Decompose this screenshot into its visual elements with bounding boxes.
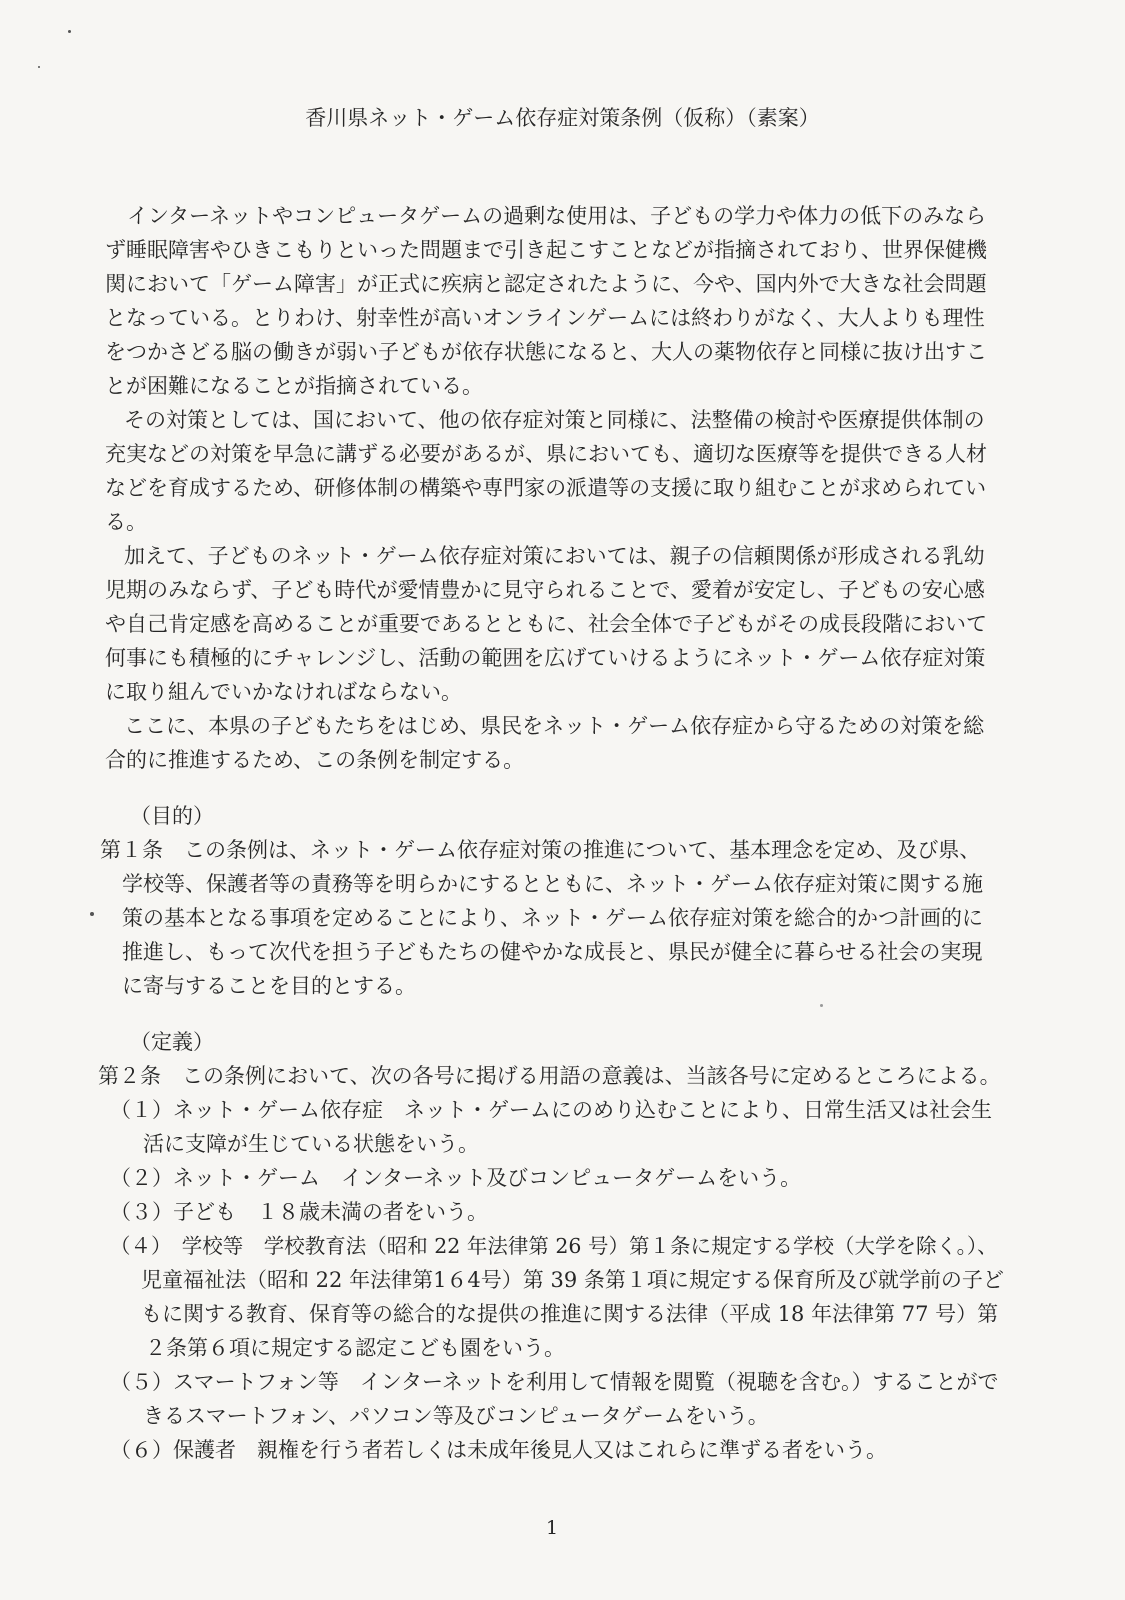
page-number: 1: [546, 1517, 559, 1539]
document-title: 香川県ネット・ゲーム依存症対策条例（仮称）（素案）: [305, 106, 820, 130]
article2-line: もに関する教育、保育等の総合的な提供の推進に関する法律（平成 18 年法律第 77 号）第: [141, 1302, 999, 1326]
preamble-line: ここに、本県の子どもたちをはじめ、県民をネット・ゲーム依存症から守るための対策を総: [124, 714, 985, 738]
article2-line: （２）ネット・ゲーム インターネット及びコンピュータゲームをいう。: [110, 1166, 802, 1190]
preamble-line: その対策としては、国において、他の依存症対策と同様に、法整備の検討や医療提供体制の: [124, 408, 985, 432]
article2-line: 児童福祉法（昭和 22 年法律第1６4号）第 39 条第１項に規定する保育所及び就学前の子ど: [141, 1268, 1004, 1292]
preamble-line: ず睡眠障害やひきこもりといった問題まで引き起こすことなどが指摘されており、世界保健機: [105, 238, 987, 262]
preamble-line: とが困難になることが指摘されている。: [105, 374, 483, 398]
preamble-line: をつかさどる脳の働きが弱い子どもが依存状態になると、大人の薬物依存と同様に抜け出すこ: [105, 340, 987, 364]
preamble-line: などを育成するため、研修体制の構築や専門家の派遣等の支援に取り組むことが求められてい: [105, 476, 987, 500]
preamble-line: 加えて、子どものネット・ゲーム依存症対策においては、親子の信頼関係が形成される乳幼: [124, 544, 985, 568]
article2-line: （３）子ども １８歳未満の者をいう。: [110, 1200, 488, 1224]
article2-heading: （定義）: [130, 1030, 214, 1054]
preamble-line: となっている。とりわけ、射幸性が高いオンラインゲームには終わりがなく、大人よりも理性: [105, 306, 985, 330]
article2-line: （４） 学校等 学校教育法（昭和 22 年法律第 26 号）第１条に規定する学校（大学を除く。）、: [110, 1234, 998, 1258]
article2-line: ２条第６項に規定する認定こども園をいう。: [145, 1336, 565, 1360]
preamble-line: インターネットやコンピュータゲームの過剰な使用は、子どもの学力や体力の低下のみなら: [127, 204, 987, 228]
scan-speck: [820, 1004, 823, 1007]
article2-line: （１）ネット・ゲーム依存症 ネット・ゲームにのめり込むことにより、日常生活又は社会生: [110, 1098, 992, 1122]
preamble-line: 充実などの対策を早急に講ずる必要があるが、県においても、適切な医療等を提供できる人材: [105, 442, 987, 466]
article1-heading: （目的）: [130, 804, 214, 828]
article1-line: 推進し、もって次代を担う子どもたちの健やかな成長と、県民が健全に暮らせる社会の実現: [122, 940, 983, 964]
scan-speck: [90, 912, 94, 916]
article2-line: 第２条 この条例において、次の各号に掲げる用語の意義は、当該各号に定めるところによる。: [98, 1064, 1001, 1088]
preamble-line: 何事にも積極的にチャレンジし、活動の範囲を広げていけるようにネット・ゲーム依存症対策: [105, 646, 986, 670]
article2-line: （５）スマートフォン等 インターネットを利用して情報を閲覧（視聴を含む。）することがで: [110, 1370, 999, 1394]
preamble-line: 児期のみならず、子ども時代が愛情豊かに見守られることで、愛着が安定し、子どもの安心感: [105, 578, 985, 602]
article1-line: 学校等、保護者等の責務等を明らかにするとともに、ネット・ゲーム依存症対策に関する施: [122, 872, 983, 896]
preamble-line: 関において「ゲーム障害」が正式に疾病と認定されたように、今や、国内外で大きな社会問題: [105, 272, 987, 296]
preamble-line: 合的に推進するため、この条例を制定する。: [105, 748, 525, 772]
preamble-line: や自己肯定感を高めることが重要であるとともに、社会全体で子どもがその成長段階において: [105, 612, 987, 636]
article2-line: （６）保護者 親権を行う者若しくは未成年後見人又はこれらに準ずる者をいう。: [110, 1438, 887, 1462]
preamble-line: る。: [105, 510, 147, 534]
preamble-line: に取り組んでいかなければならない。: [105, 680, 462, 704]
article1-line: に寄与することを目的とする。: [122, 974, 416, 998]
article1-line: 第１条 この条例は、ネット・ゲーム依存症対策の推進について、基本理念を定め、及び県、: [100, 838, 981, 862]
scan-speck: [68, 30, 71, 33]
article2-line: きるスマートフォン、パソコン等及びコンピュータゲームをいう。: [143, 1404, 769, 1428]
article1-line: 策の基本となる事項を定めることにより、ネット・ゲーム依存症対策を総合的かつ計画的に: [122, 906, 983, 930]
article2-line: 活に支障が生じている状態をいう。: [143, 1132, 479, 1156]
scan-speck: [38, 66, 40, 68]
